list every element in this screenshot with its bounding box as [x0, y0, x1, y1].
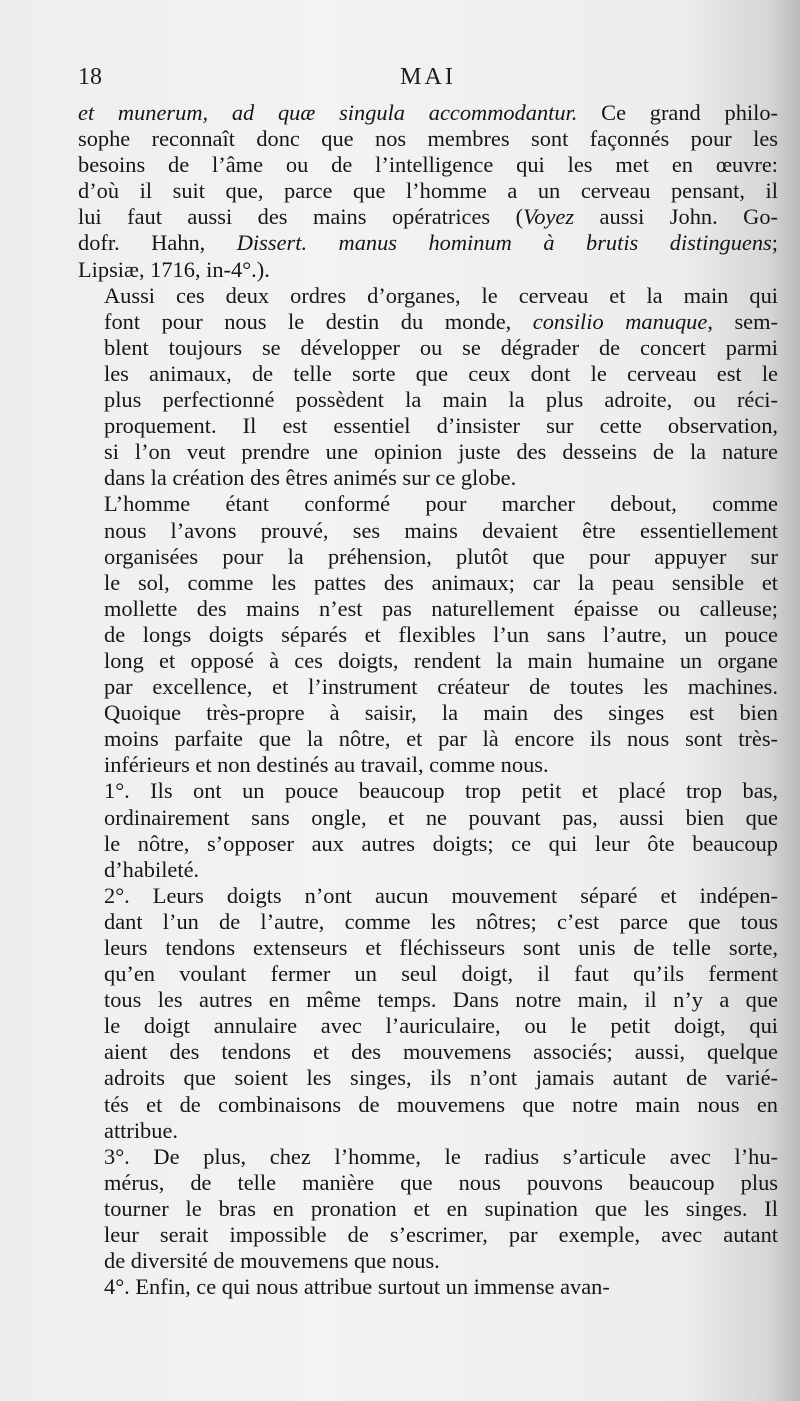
- text-span: plus perfectionné possèdent la main la plus adroite, ou réci-: [104, 387, 778, 413]
- text-line: [78, 387, 778, 413]
- body-text: [78, 100, 778, 1300]
- text-line: [78, 1222, 778, 1248]
- text-span: proquement. Il est essentiel d’insister sur cette observation,: [104, 413, 778, 439]
- text-line: [78, 909, 778, 935]
- text-span: dans la création des êtres animés sur ce globe.: [104, 465, 517, 491]
- text-span: aient des tendons et des mouvemens associés; aussi, quelque: [104, 1039, 778, 1065]
- italic-text: consilio manuque: [532, 308, 708, 334]
- text-span: Lipsiæ, 1716, in-4°.).: [78, 256, 270, 282]
- text-span: 1°. Ils ont un pouce beaucoup trop petit et placé trop bas,: [104, 778, 778, 804]
- text-line: [78, 152, 778, 178]
- text-line: [78, 726, 778, 752]
- text-line: [78, 674, 778, 700]
- text-line: [78, 283, 778, 309]
- text-line: [78, 778, 778, 804]
- text-line: [78, 622, 778, 648]
- text-span: dant l’un de l’autre, comme les nôtres; c’est parce que tous: [104, 908, 778, 934]
- text-span: sophe reconnaît donc que nos membres sont façonnés pour les: [78, 126, 778, 152]
- text-span: leur serait impossible de s’escrimer, par exemple, avec autant: [104, 1222, 778, 1248]
- text-span: d’habileté.: [104, 856, 200, 882]
- text-span: 2°. Leurs doigts n’ont aucun mouvement séparé et indépen-: [104, 882, 778, 908]
- text-span: tourner le bras en pronation et en supination que les singes. Il: [104, 1195, 778, 1221]
- running-title: MAI: [400, 64, 456, 90]
- italic-text: et munerum, ad quæ singula accommodantur.: [78, 100, 578, 125]
- text-span: Aussi ces deux ordres d’organes, le cerveau et la main qui: [104, 282, 778, 308]
- text-line: [78, 178, 778, 204]
- text-span: blent toujours se développer ou se dégrader de concert parmi: [104, 334, 778, 360]
- italic-text: Dissert. manus hominum à brutis distinguens: [236, 230, 772, 256]
- text-line: [78, 935, 778, 961]
- text-line: [78, 544, 778, 570]
- text-span: moins parfaite que la nôtre, et par là encore ils nous sont très-: [104, 726, 778, 752]
- text-line: [78, 596, 778, 622]
- text-span: d’où il suit que, parce que l’homme a un cerveau pensant, il: [78, 178, 778, 204]
- text-line: [78, 1092, 778, 1118]
- paragraph: [78, 1274, 778, 1300]
- paragraph: [78, 283, 778, 492]
- text-line: [78, 570, 778, 596]
- text-span: font pour nous le destin du monde,: [104, 308, 533, 334]
- text-span: 3°. De plus, chez l’homme, le radius s’articule avec l’hu-: [104, 1143, 778, 1169]
- text-line: [78, 700, 778, 726]
- text-span: ;: [771, 230, 778, 256]
- text-line: [78, 752, 778, 778]
- text-span: par excellence, et l’instrument créateur de toutes les machines.: [104, 674, 778, 700]
- text-line: [78, 648, 778, 674]
- text-span: organisées pour la préhension, plutôt que pour appuyer sur: [104, 543, 778, 569]
- text-span: lui faut aussi des mains opératrices (: [78, 204, 524, 230]
- page-header: [78, 64, 778, 94]
- text-line: [78, 1013, 778, 1039]
- text-line: [78, 805, 778, 831]
- text-span: dofr. Hahn,: [78, 230, 237, 256]
- text-line: [78, 1196, 778, 1222]
- text-line: [78, 1118, 778, 1144]
- text-span: Ce grand philo-: [577, 100, 778, 125]
- text-span: nous l’avons prouvé, ses mains devaient être essentiellement: [104, 517, 778, 543]
- text-line: [78, 257, 778, 283]
- text-line: [78, 518, 778, 544]
- text-span: tous les autres en même temps. Dans notre main, il n’y a que: [104, 987, 778, 1013]
- text-line: [78, 335, 778, 361]
- text-line: [78, 491, 778, 517]
- paragraph: [78, 100, 778, 283]
- text-span: qu’en voulant fermer un seul doigt, il faut qu’ils ferment: [104, 961, 778, 987]
- text-span: mérus, de telle manière que nous pouvons beaucoup plus: [104, 1169, 778, 1195]
- text-span: le doigt annulaire avec l’auriculaire, ou le petit doigt, qui: [104, 1013, 778, 1039]
- text-line: [78, 126, 778, 152]
- text-line: [78, 831, 778, 857]
- text-line: [78, 883, 778, 909]
- text-span: leurs tendons extenseurs et fléchisseurs sont unis de telle sorte,: [104, 935, 778, 960]
- text-span: Quoique très-propre à saisir, la main des singes est bien: [104, 700, 778, 726]
- text-span: , sem-: [707, 308, 778, 334]
- text-line: [78, 204, 778, 230]
- text-span: si l’on veut prendre une opinion juste des desseins de la nature: [104, 439, 778, 465]
- paragraph: [78, 778, 778, 882]
- text-span: ordinairement sans ongle, et ne pouvant pas, aussi bien que: [104, 804, 778, 830]
- text-line: [78, 230, 778, 256]
- text-span: 4°. Enfin, ce qui nous attribue surtout un immense avan-: [104, 1274, 610, 1300]
- paragraph: [78, 1144, 778, 1274]
- text-line: [78, 309, 778, 335]
- text-line: [78, 413, 778, 439]
- text-line: [78, 100, 778, 126]
- text-span: tés et de combinaisons de mouvemens que notre main nous en: [104, 1091, 778, 1117]
- text-span: de diversité de mouvemens que nous.: [104, 1248, 440, 1274]
- text-span: attribue.: [104, 1117, 178, 1143]
- text-line: [78, 439, 778, 465]
- text-span: les animaux, de telle sorte que ceux dont le cerveau est le: [104, 360, 778, 386]
- text-line: [78, 1274, 778, 1300]
- text-span: mollette des mains n’est pas naturellement épaisse ou calleuse;: [104, 595, 778, 621]
- text-line: [78, 857, 778, 883]
- italic-text: Voyez: [523, 204, 575, 230]
- text-span: adroits que soient les singes, ils n’ont jamais autant de varié-: [104, 1065, 778, 1091]
- text-span: L’homme étant conformé pour marcher debout, comme: [104, 491, 778, 517]
- text-line: [78, 1065, 778, 1091]
- text-span: inférieurs et non destinés au travail, comme nous.: [104, 752, 549, 778]
- text-line: [78, 1039, 778, 1065]
- paragraph: [78, 883, 778, 1144]
- text-span: long et opposé à ces doigts, rendent la main humaine un organe: [104, 647, 778, 673]
- text-span: besoins de l’âme ou de l’intelligence qui les met en œuvre:: [78, 152, 778, 178]
- text-span: aussi John. Go-: [574, 204, 779, 230]
- text-span: le sol, comme les pattes des animaux; car la peau sensible et: [104, 569, 778, 595]
- paragraph: [78, 491, 778, 778]
- text-line: [78, 987, 778, 1013]
- text-line: [78, 361, 778, 387]
- text-span: de longs doigts séparés et flexibles l’un sans l’autre, un pouce: [104, 621, 778, 647]
- text-line: [78, 1248, 778, 1274]
- text-line: [78, 1144, 778, 1170]
- text-line: [78, 1170, 778, 1196]
- text-span: le nôtre, s’opposer aux autres doigts; ce qui leur ôte beaucoup: [104, 830, 778, 856]
- page-number: 18: [78, 64, 102, 90]
- text-line: [78, 465, 778, 491]
- text-line: [78, 961, 778, 987]
